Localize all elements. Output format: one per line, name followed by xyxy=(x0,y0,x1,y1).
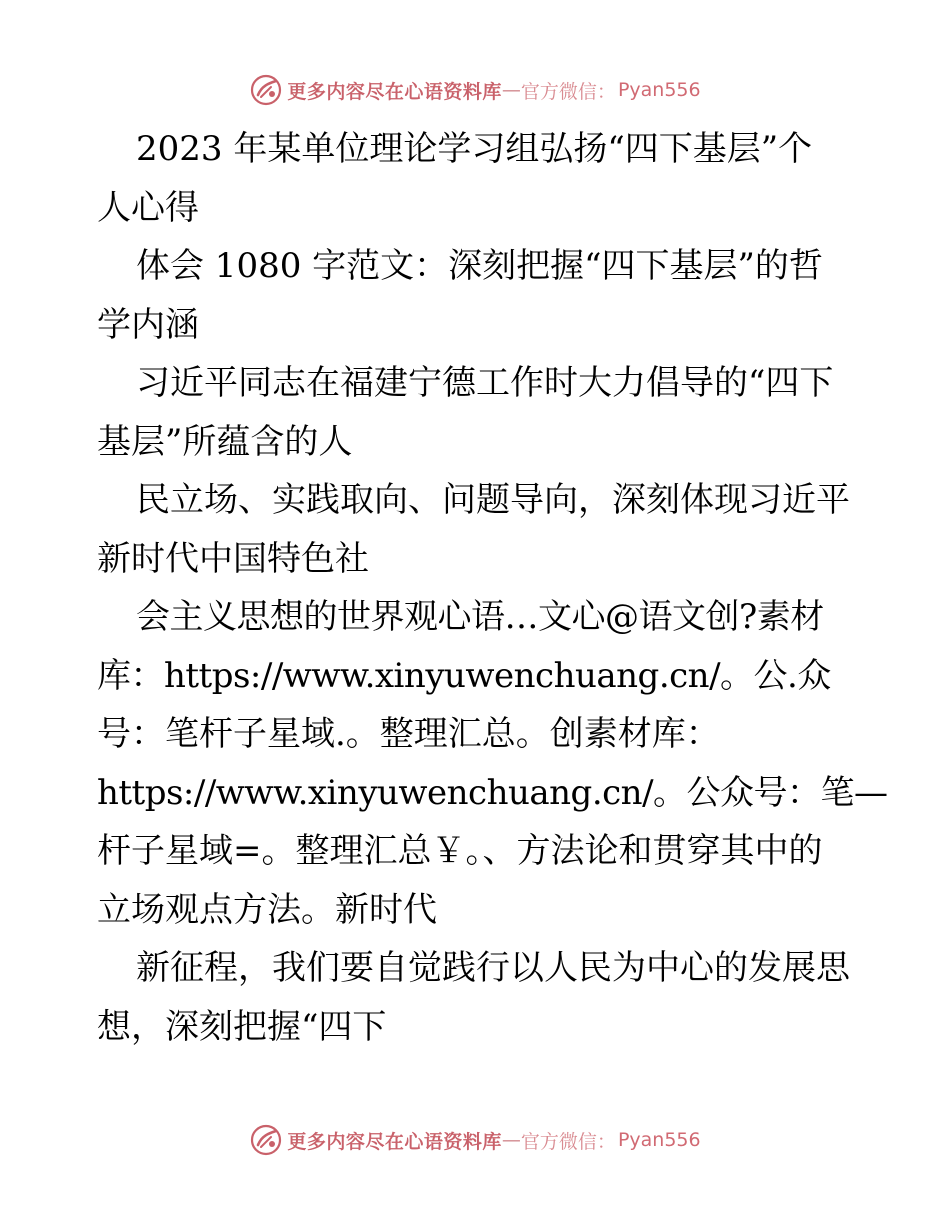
header-banner xyxy=(0,72,950,108)
banner-wechat-label: 官方微信： xyxy=(520,80,616,103)
paragraph-line: 习近平同志在福建宁德工作时大力倡导的“四下 xyxy=(136,363,834,403)
subtitle-line: 体会 1080 字范文：深刻把握“四下基层”的哲 xyxy=(136,246,823,286)
banner-separator: — xyxy=(501,1129,521,1151)
banner-wechat-id: Pyan556 xyxy=(617,79,701,101)
paragraph-line: 会主义思想的世界观心语…文心@语文创?素材 xyxy=(136,597,824,637)
paragraph-line: 立场观点方法。新时代 xyxy=(97,889,437,930)
banner-title: 更多内容尽在心语资料库 xyxy=(287,80,502,103)
banner-wechat-id: Pyan556 xyxy=(617,1129,701,1151)
xinyu-logo-icon xyxy=(249,73,283,107)
title-line: 人心得 xyxy=(97,187,199,228)
paragraph-line: 想，深刻把握“四下 xyxy=(97,1006,387,1047)
banner-separator: — xyxy=(501,79,521,101)
document-body xyxy=(97,120,888,1056)
paragraph-line: 号：笔杆子星域.。整理汇总。创素材库： xyxy=(97,714,720,754)
title-line: 2023 年某单位理论学习组弘扬“四下基层”个 xyxy=(136,129,813,169)
paragraph-line: 库：https://www.xinyuwenchuang.cn/。公.众 xyxy=(97,655,831,696)
banner-wechat-label: 官方微信： xyxy=(520,1130,616,1153)
footer-banner xyxy=(0,1122,950,1158)
paragraph-line: 杆子星域=。整理汇总￥。、方法论和贯穿其中的 xyxy=(97,831,823,871)
paragraph-line: 新征程，我们要自觉践行以人民为中心的发展思 xyxy=(136,948,850,988)
paragraph-line: 民立场、实践取向、问题导向，深刻体现习近平 xyxy=(136,480,850,520)
subtitle-line: 学内涵 xyxy=(97,304,199,345)
paragraph-line: 基层”所蕴含的人 xyxy=(97,421,353,462)
paragraph-line: 新时代中国特色社 xyxy=(97,538,369,579)
paragraph-line: https://www.xinyuwenchuang.cn/。公众号：笔— xyxy=(97,772,888,813)
xinyu-logo-icon xyxy=(249,1123,283,1157)
banner-title: 更多内容尽在心语资料库 xyxy=(287,1130,502,1153)
